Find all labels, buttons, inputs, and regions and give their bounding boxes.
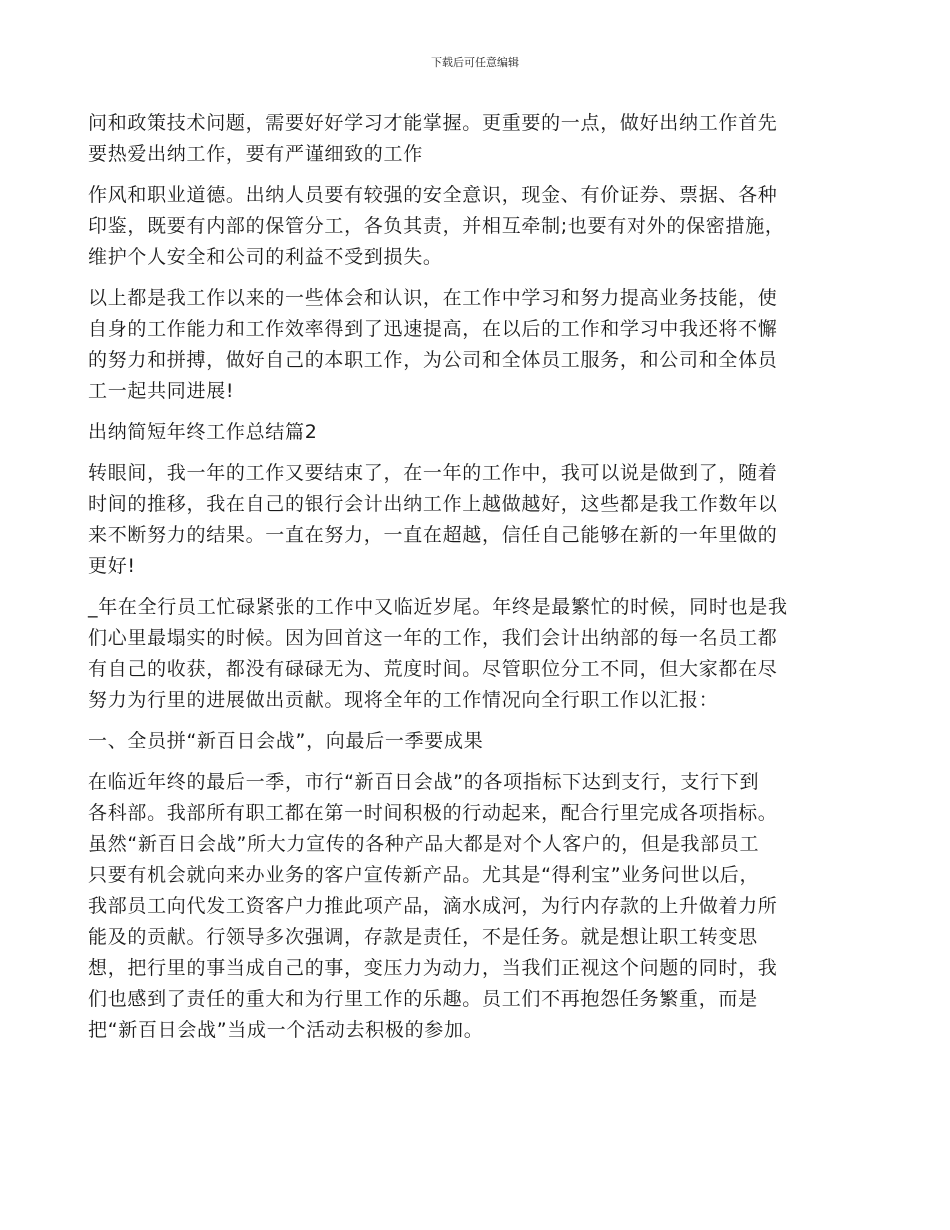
page-header: 下载后可任意编辑 xyxy=(431,56,519,69)
text-line: 时间的推移，我在自己的银行会计出纳工作上越做越好，这些都是我工作数年以 xyxy=(88,493,778,515)
text-line: 工一起共同进展! xyxy=(88,380,235,402)
text-line: 印鉴，既要有内部的保管分工，各负其责，并相互牵制;也要有对外的保密措施， xyxy=(88,215,785,237)
text-line: 以上都是我工作以来的一些体会和认识，在工作中学习和努力提高业务技能，使 xyxy=(88,287,778,309)
section-heading xyxy=(88,726,863,757)
text-line: 能及的贡献。行领导多次强调，存款是责任，不是任务。就是想让职工转变思 xyxy=(88,926,758,948)
text-line: 们也感到了责任的重大和为行里工作的乐趣。员工们不再抱怨任务繁重，而是 xyxy=(88,988,758,1010)
text-line: 在临近年终的最后一季，市行“新百日会战”的各项指标下达到支行，支行下到 xyxy=(88,771,760,793)
text-line: 们心里最塌实的时候。因为回首这一年的工作，我们会计出纳部的每一名员工都 xyxy=(88,627,778,649)
text-line: 作风和职业道德。出纳人员要有较强的安全意识，现金、有价证券、票据、各种 xyxy=(88,184,778,206)
text-line: _年在全行员工忙碌紧张的工作中又临近岁尾。年终是最繁忙的时候，同时也是我 xyxy=(88,596,788,618)
text-line: 努力为行里的进展做出贡献。现将全年的工作情况向全行职工作以汇报： xyxy=(88,689,719,711)
text-line: 只要有机会就向来办业务的客户宣传新产品。尤其是“得利宝”业务问世以后， xyxy=(88,864,760,886)
paragraph xyxy=(88,458,863,582)
text-line: 的努力和拼搏，做好自己的本职工作，为公司和全体员工服务，和公司和全体员 xyxy=(88,349,778,371)
text-line: 把“新百日会战”当成一个活动去积极的参加。 xyxy=(88,1019,484,1041)
paragraph xyxy=(88,180,863,273)
paragraph xyxy=(88,108,863,170)
text-line: 想，把行里的事当成自己的事，变压力为动力，当我们正视这个问题的同时，我 xyxy=(88,957,778,979)
section-heading xyxy=(88,417,863,448)
text-line: 我部员工向代发工资客户力推此项产品，滴水成河，为行内存款的上升做着力所 xyxy=(88,895,778,917)
text-line: 问和政策技术问题，需要好好学习才能掌握。更重要的一点，做好出纳工作首先 xyxy=(88,112,778,134)
text-line: 转眼间，我一年的工作又要结束了，在一年的工作中，我可以说是做到了，随着 xyxy=(88,462,778,484)
text-line: 有自己的收获，都没有碌碌无为、荒度时间。尽管职位分工不同，但大家都在尽 xyxy=(88,658,778,680)
paragraph xyxy=(88,767,863,1046)
paragraph xyxy=(88,283,863,407)
text-line: 虽然“新百日会战”所大力宣传的各种产品大都是对个人客户的，但是我部员工 xyxy=(88,833,760,855)
text-line: 来不断努力的结果。一直在努力，一直在超越，信任自己能够在新的一年里做的 xyxy=(88,524,778,546)
document-body xyxy=(88,108,863,1056)
text-line: 要热爱出纳工作，要有严谨细致的工作 xyxy=(88,143,423,165)
text-line: 自身的工作能力和工作效率得到了迅速提高，在以后的工作和学习中我还将不懈 xyxy=(88,318,778,340)
text-line: 各科部。我部所有职工都在第一时间积极的行动起来，配合行里完成各项指标。 xyxy=(88,802,778,824)
text-line: 出纳简短年终工作总结篇2 xyxy=(88,421,318,443)
text-line: 更好! xyxy=(88,555,136,577)
text-line: 一、全员拼“新百日会战”，向最后一季要成果 xyxy=(88,730,484,752)
paragraph xyxy=(88,592,863,716)
text-line: 维护个人安全和公司的利益不受到损失。 xyxy=(88,246,443,268)
